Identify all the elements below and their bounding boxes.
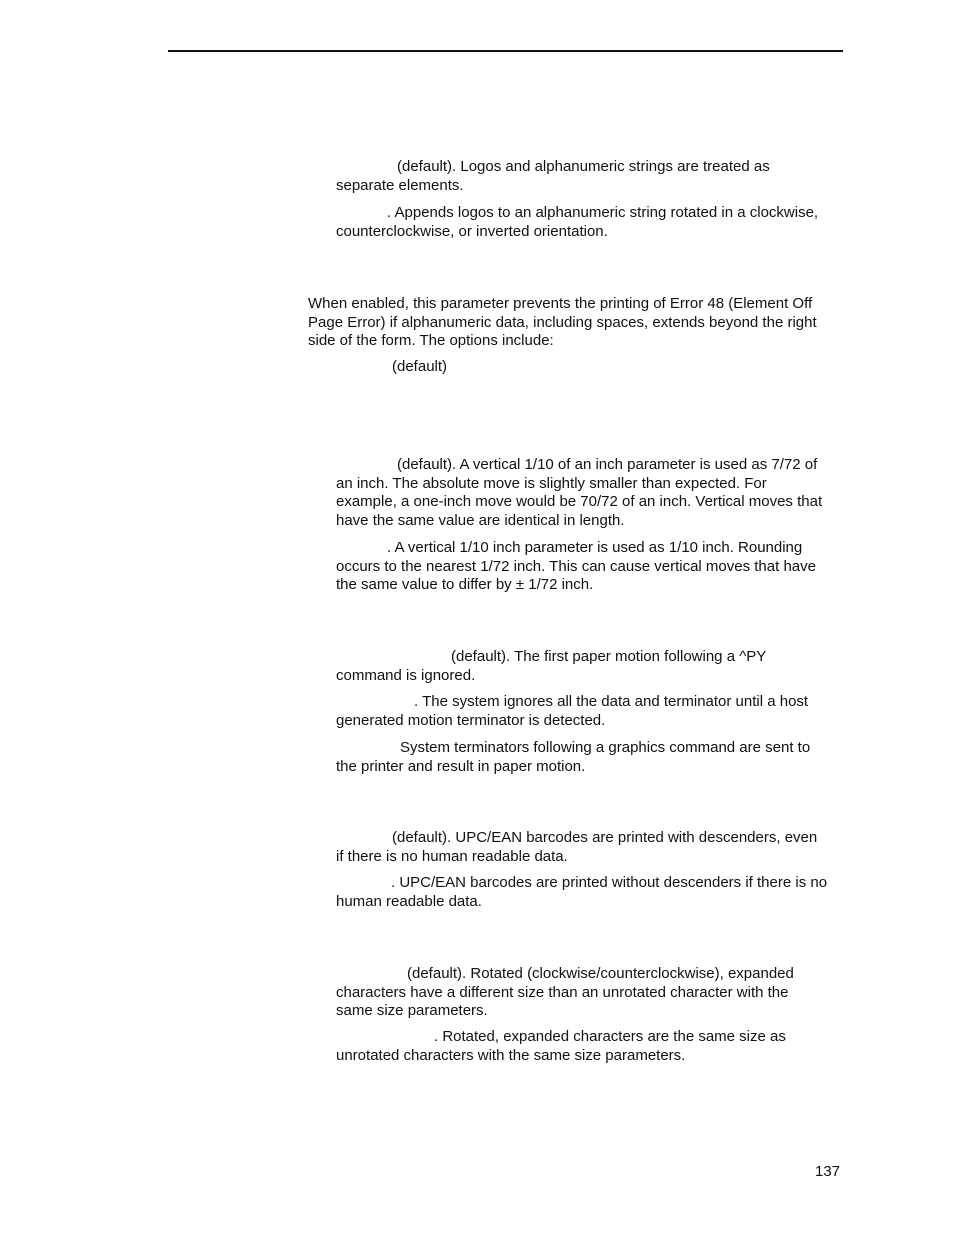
option-description: . The system ignores all the data and terminator until a host generated motion terminator is detected. bbox=[336, 693, 809, 729]
page-number: 137 bbox=[815, 1163, 841, 1180]
option-description: (default). Logos and alphanumeric strings are treated as separate elements. bbox=[336, 158, 770, 194]
option-description: (default). UPC/EAN barcodes are printed with descenders, even if there is no human readable data. bbox=[336, 829, 818, 865]
option-description: . A vertical 1/10 inch parameter is used as 1/10 inch. Rounding occurs to the nearest 1/72 inch. This can cause vertical moves that have the same value to differ by ± 1/72 inch. bbox=[336, 539, 816, 593]
option-description: . Rotated, expanded characters are the same size as unrotated characters with the same size parameters. bbox=[336, 1028, 786, 1064]
option-description: (default) bbox=[392, 358, 448, 375]
option-description: . UPC/EAN barcodes are printed without descenders if there is no human readable data. bbox=[336, 874, 828, 910]
option-description: System terminators following a graphics command are sent to the printer and result in paper motion. bbox=[336, 739, 811, 775]
option-description: (default). Rotated (clockwise/counterclockwise), expanded characters have a different size than an unrotated character with the same size parameters. bbox=[336, 965, 794, 1019]
header-rule bbox=[168, 50, 843, 52]
option-description: . Appends logos to an alphanumeric string rotated in a clockwise, counterclockwise, or inverted orientation. bbox=[336, 204, 819, 240]
parameter-description: When enabled, this parameter prevents the printing of Error 48 (Element Off Page Error) if alphanumeric data, including spaces, extends beyond the right side of the form. The options include: bbox=[308, 295, 817, 349]
option-description: (default). The first paper motion following a ^PY command is ignored. bbox=[336, 648, 767, 684]
option-description: (default). A vertical 1/10 of an inch parameter is used as 7/72 of an inch. The absolute move is slightly smaller than expected. For example, a one-inch move would be 70/72 of an inch. Vertical moves that have the same value are identical in length. bbox=[336, 456, 823, 529]
